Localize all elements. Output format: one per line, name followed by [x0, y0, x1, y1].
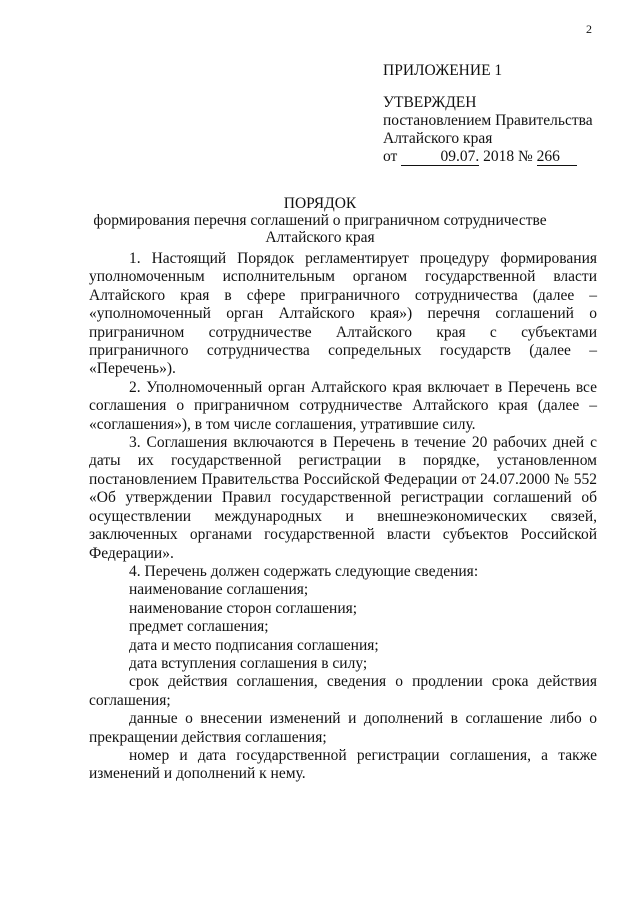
- approved-by-line1: постановлением Правительства: [383, 112, 593, 129]
- date-prefix: от: [383, 148, 398, 165]
- list-item: данные о внесении изменений и дополнений в соглашение либо о прекращении действия соглашения;: [89, 710, 597, 746]
- heading-title: ПОРЯДОК: [283, 195, 357, 212]
- paragraph-3: 3. Соглашения включаются в Перечень в течение 20 рабочих дней с даты их государственной регистрации в порядке, установленном постановлением Правительства Российской Федерации от 24.07.2000 № 552 «Об утверждении Правил государственной регистрации соглашений об осуществлении международных и внешнеэкономических связей, заключенных органами государственной власти субъектов Российской Федерации».: [89, 434, 597, 562]
- heading-subtitle-line2: Алтайского края: [265, 229, 375, 246]
- paragraph-1: 1. Настоящий Порядок регламентирует процедуру формирования уполномоченным исполнительным органом государственной власти Алтайского края в сфере приграничного сотрудничества (далее – «уполномоченный орган Алтайского края») перечня соглашений о приграничном сотрудничестве Алтайского края с субъектами приграничного сотрудничества сопредельных государств (далее – «Перечень»).: [89, 250, 597, 378]
- approval-block: [383, 62, 623, 166]
- list-item: наименование сторон соглашения;: [129, 599, 358, 617]
- list-item: наименование соглашения;: [129, 581, 309, 599]
- approval-number: 266: [537, 149, 577, 166]
- appendix-title: ПРИЛОЖЕНИЕ 1: [383, 62, 503, 79]
- page-number: 2: [586, 22, 592, 36]
- list-item: срок действия соглашения, сведения о продлении срока действия соглашения;: [89, 673, 597, 709]
- number-sign: №: [517, 148, 533, 165]
- approval-date-line: [383, 148, 623, 166]
- list-item: номер и дата государственной регистрации соглашения, а также изменений и дополнений к нему.: [89, 746, 597, 783]
- heading-subtitle-line1: формирования перечня соглашений о приграничном сотрудничестве: [93, 212, 547, 229]
- list-item: дата вступления соглашения в силу;: [129, 654, 368, 672]
- approved-by-line2: Алтайского края: [383, 130, 493, 147]
- list-item: дата и место подписания соглашения;: [129, 636, 379, 654]
- list-item: предмет соглашения;: [129, 618, 269, 636]
- document-body: [89, 250, 597, 784]
- paragraph-4: 4. Перечень должен содержать следующие сведения:: [129, 562, 479, 580]
- approved-label: УТВЕРЖДЕН: [383, 94, 477, 111]
- approval-year: 2018: [483, 148, 515, 165]
- document-heading: [90, 195, 550, 246]
- approval-date: 09.07.: [401, 149, 479, 166]
- paragraph-2: 2. Уполномоченный орган Алтайского края включает в Перечень все соглашения о приграничном сотрудничестве Алтайского края (далее – «соглашения»), в том числе соглашения, утратившие силу.: [89, 378, 597, 433]
